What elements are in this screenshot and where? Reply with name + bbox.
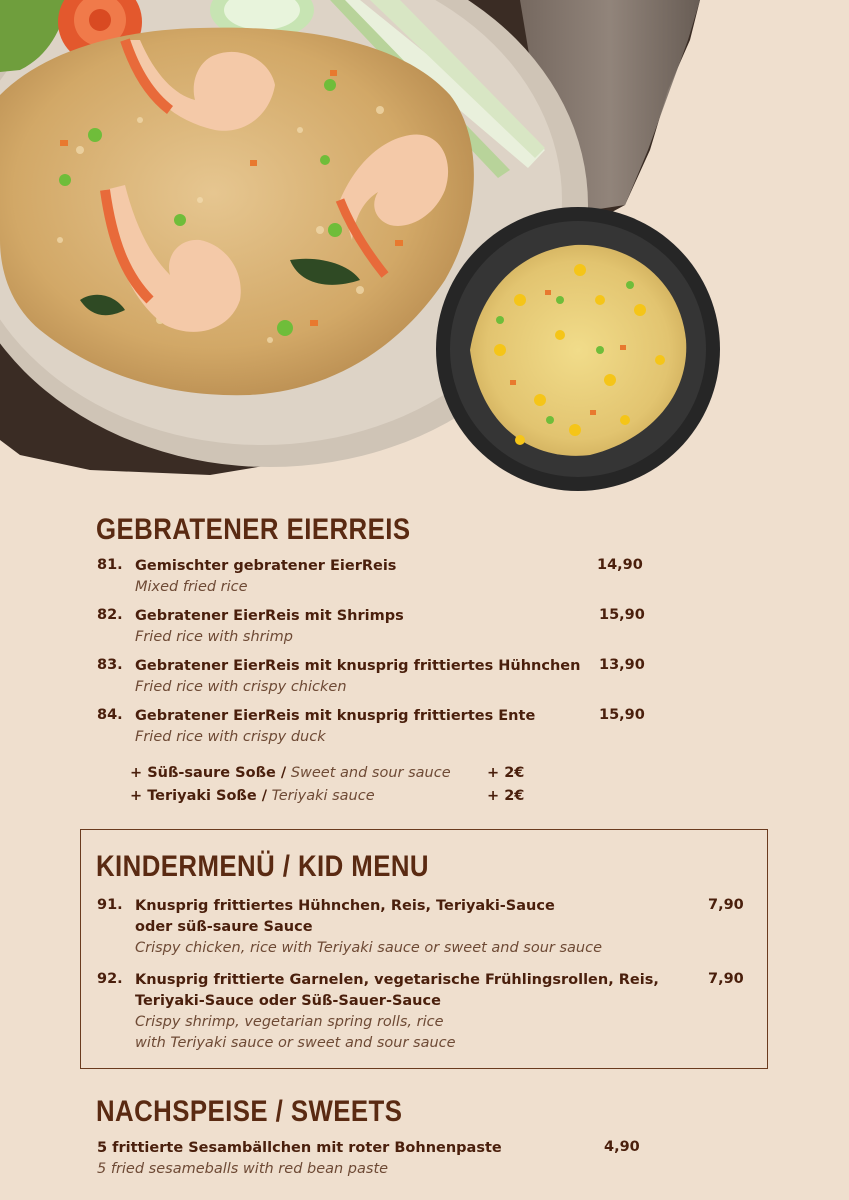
item-price: 7,90	[708, 971, 744, 987]
addon-translation: Teriyaki sauce	[271, 788, 375, 804]
item-name-line2: Teriyaki-Sauce oder Süß-Sauer-Sauce	[135, 993, 441, 1009]
addon-name: + Süß-saure Soße /	[130, 765, 287, 781]
item-price: 15,90	[599, 707, 645, 723]
item-number: 84.	[97, 707, 123, 723]
item-description: Mixed fried rice	[135, 579, 248, 595]
item-price: 13,90	[599, 657, 645, 673]
item-name: Gemischter gebratener EierReis	[135, 558, 397, 574]
item-price: 4,90	[604, 1139, 640, 1155]
item-description-line2: with Teriyaki sauce or sweet and sour sauce	[135, 1035, 456, 1051]
item-name-line1: Knusprig frittiertes Hühnchen, Reis, Teriyaki-Sauce	[135, 898, 555, 914]
addon-name: + Teriyaki Soße /	[130, 788, 268, 804]
item-description-line1: Crispy shrimp, vegetarian spring rolls, rice	[135, 1014, 444, 1030]
item-description: Crispy chicken, rice with Teriyaki sauce or sweet and sour sauce	[135, 940, 603, 956]
item-name-line2: oder süß-saure Sauce	[135, 919, 313, 935]
section-title-kid-menu: KINDERMENÜ / KID MENU	[96, 850, 429, 883]
item-number: 81.	[97, 557, 123, 573]
item-number: 91.	[97, 897, 123, 913]
item-name: Gebratener EierReis mit Shrimps	[135, 608, 404, 624]
item-description: Fried rice with crispy duck	[135, 729, 326, 745]
addon-translation: Sweet and sour sauce	[290, 765, 451, 781]
item-name: Gebratener EierReis mit knusprig frittiertes Ente	[135, 708, 536, 724]
item-price: 15,90	[599, 607, 645, 623]
addon-price: + 2€	[487, 765, 525, 781]
item-description: 5 fried sesameballs with red bean paste	[97, 1161, 389, 1177]
item-number: 92.	[97, 971, 123, 987]
section-title-fried-rice: GEBRATENER EIERREIS	[96, 513, 411, 546]
item-number: 83.	[97, 657, 123, 673]
item-description: Fried rice with shrimp	[135, 629, 293, 645]
food-photo-illustration	[0, 0, 849, 500]
item-number: 82.	[97, 607, 123, 623]
item-name: Gebratener EierReis mit knusprig frittiertes Hühnchen	[135, 658, 581, 674]
item-name-line1: Knusprig frittierte Garnelen, vegetarische Frühlingsrollen, Reis,	[135, 972, 659, 988]
addon-price: + 2€	[487, 788, 525, 804]
section-title-sweets: NACHSPEISE / SWEETS	[96, 1095, 403, 1128]
header-photo	[0, 0, 849, 500]
item-price: 7,90	[708, 897, 744, 913]
item-description: Fried rice with crispy chicken	[135, 679, 347, 695]
item-name: 5 frittierte Sesambällchen mit roter Bohnenpaste	[97, 1140, 502, 1156]
item-price: 14,90	[597, 557, 643, 573]
